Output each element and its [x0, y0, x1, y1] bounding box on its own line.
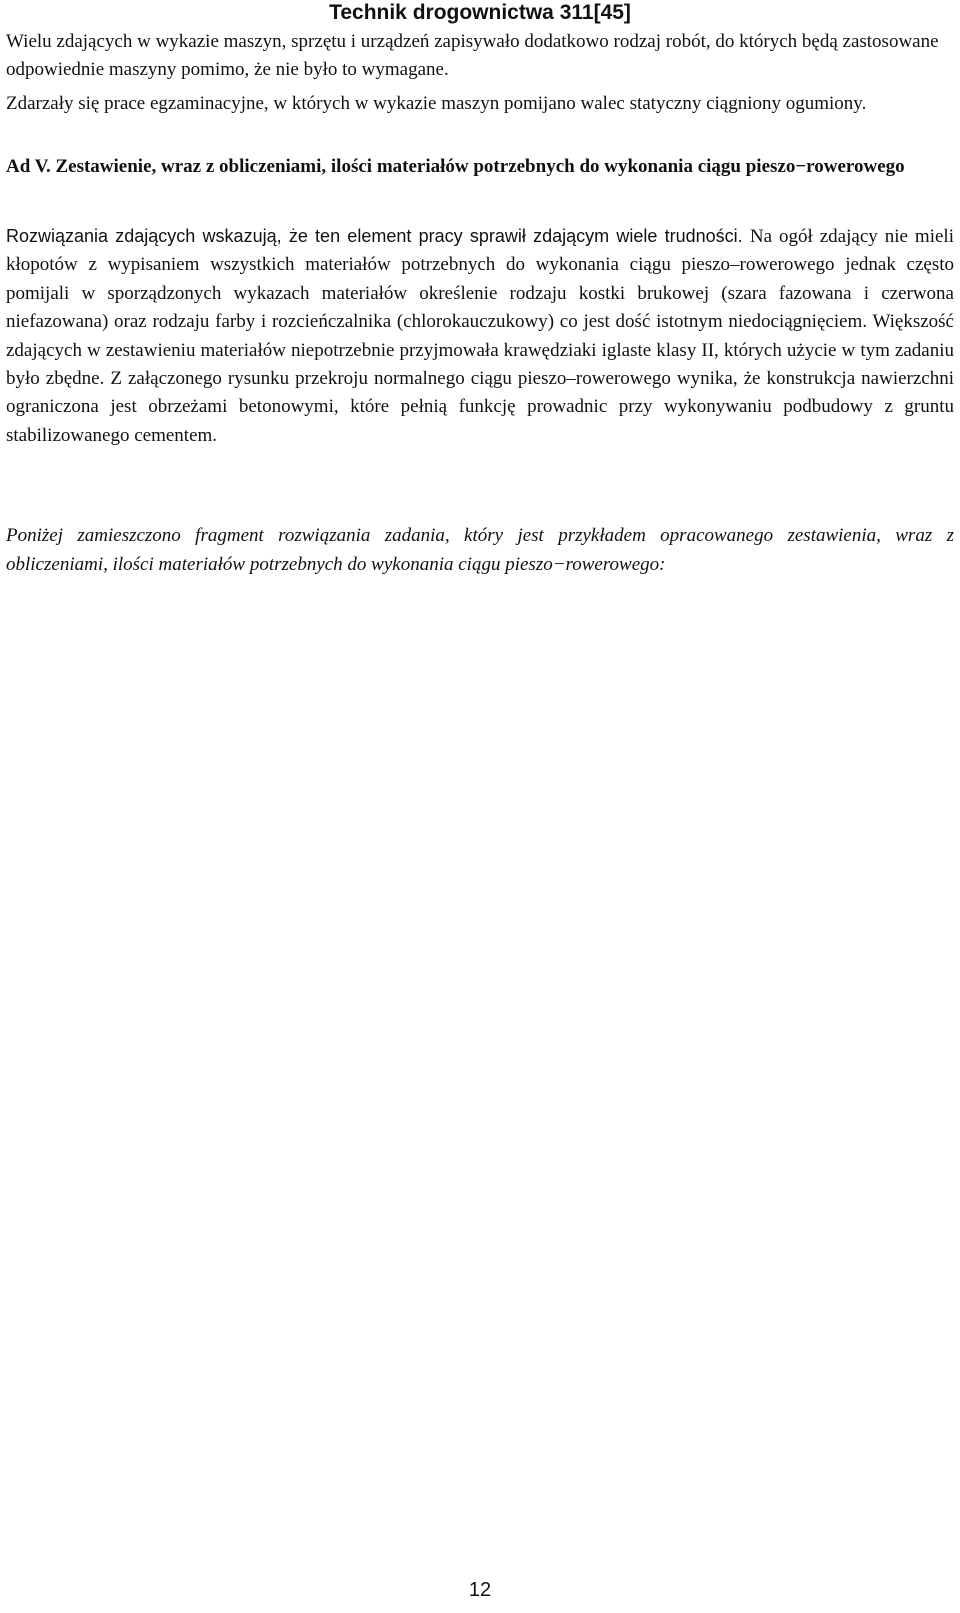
section-heading-ad-v: Ad V. Zestawienie, wraz z obliczeniami, ilości materiałów potrzebnych do wykonania ciągu pieszo−rowerowego [6, 156, 905, 177]
sentence-difficulty: Rozwiązania zdających wskazują, że ten element pracy sprawił zdającym wiele trudności. [6, 226, 750, 246]
sentence-curbs: Z załączonego rysunku przekroju normalnego ciągu pieszo–rowerowego wynika, że konstrukcja nawierzchni ograniczona jest obrzeżami betonowymi, które pełnią funkcję prowadnic przy wykonywaniu podbudowy z gruntu stabilizowanego cementem. [6, 368, 955, 446]
sentence-omissions: Na ogół zdający nie mieli kłopotów z wypisaniem wszystkich materiałów potrzebnych do wykonania ciągu pieszo–rowerowego jednak często pomijali w sporządzonych wykazach materiałów określenie rodzaju kostki brukowej (szara fazowana i czerwona niefazowana) oraz rodzaju farby i rozcieńczalnika (chlorokauczukowy) co jest dość istotnym niedociągnięciem. [6, 226, 954, 333]
paragraph-example-intro: Poniżej zamieszczono fragment rozwiązania zadania, który jest przykładem opracowanego zestawienia, wraz z obliczeniami, ilości materiałów potrzebnych do wykonania ciągu pieszo−rowerowego: [6, 525, 954, 575]
page-header-title: Technik drogownictwa 311[45] [329, 1, 631, 24]
page-number: 12 [468, 1579, 492, 1601]
paragraph-machine-list: Wielu zdających w wykazie maszyn, sprzętu i urządzeń zapisywało dodatkowo rodzaj robót, do których będą zastosowane odpowiednie maszyny pomimo, że nie było to wymagane. [6, 31, 939, 80]
paragraph-roller-omission: Zdarzały się prace egzaminacyjne, w których w wykazie maszyn pomijano walec statyczny ciągniony ogumiony. [6, 93, 867, 114]
sentence-timber: Większość zdających w zestawieniu materiałów niepotrzebnie przyjmowała krawędziaki iglaste klasy II, których użycie w tym zadaniu było zbędne. [6, 311, 954, 390]
paragraph-materials-analysis [6, 222, 954, 450]
